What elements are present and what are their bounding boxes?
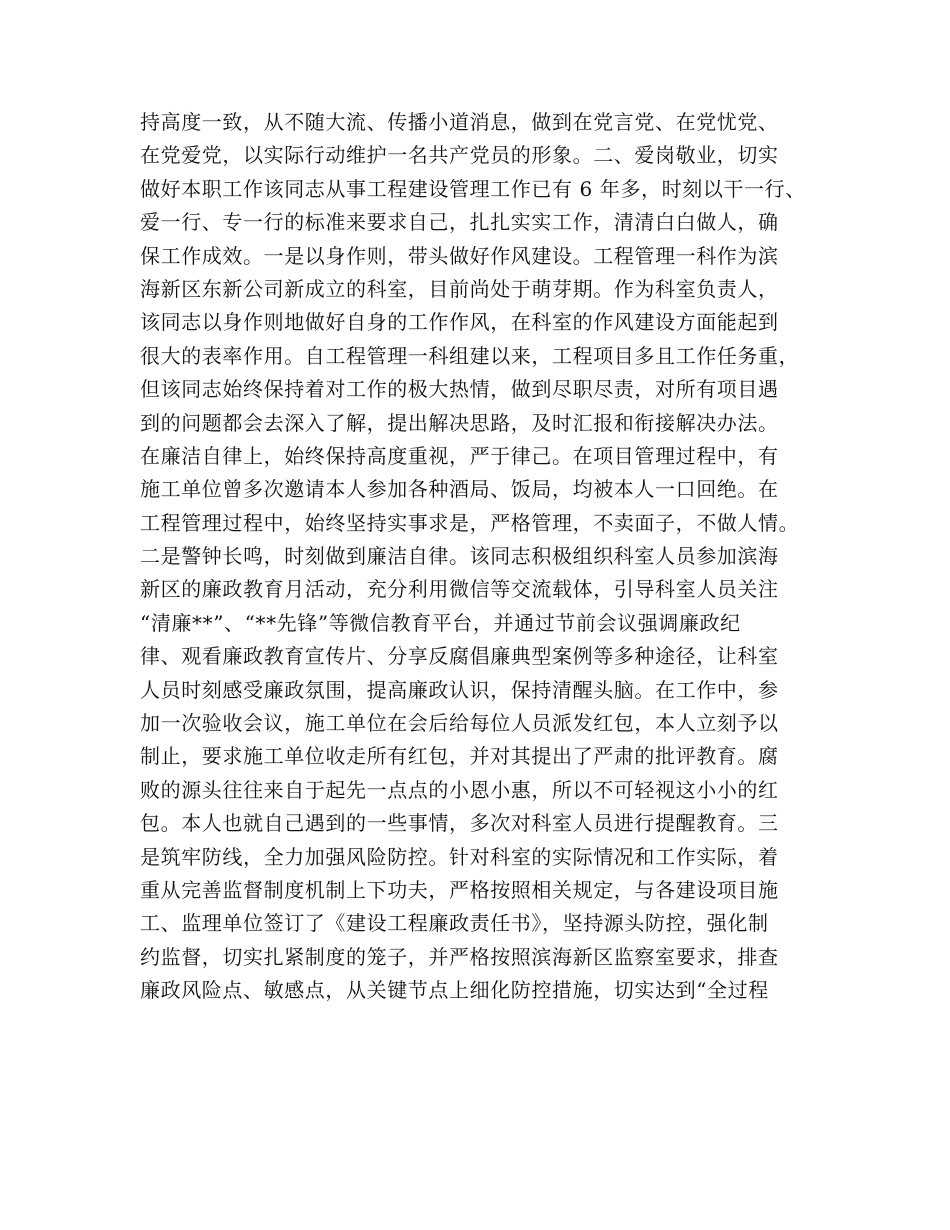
text-line: 爱一行、专一行的标准来要求自己，扎扎实实工作，清清白白做人，确 bbox=[140, 210, 779, 235]
text-line: 施工单位曾多次邀请本人参加各种酒局、饭局，均被本人一口回绝。在 bbox=[140, 477, 779, 502]
text-line: 该同志以身作则地做好自身的工作作风，在科室的作风建设方面能起到 bbox=[140, 310, 779, 335]
text-line: 包。本人也就自己遇到的一些事情，多次对科室人员进行提醒教育。三 bbox=[140, 811, 779, 836]
text-line: 做好本职工作该同志从事工程建设管理工作已有 6 年多，时刻以干一行、 bbox=[140, 176, 806, 201]
text-line: 海新区东新公司新成立的科室，目前尚处于萌芽期。作为科室负责人， bbox=[140, 276, 779, 301]
text-line: 约监督，切实扎紧制度的笼子，并严格按照滨海新区监察室要求，排查 bbox=[140, 944, 779, 969]
text-line: 工程管理过程中，始终坚持实事求是，严格管理，不卖面子，不做人情。 bbox=[140, 510, 800, 535]
text-line: 重从完善监督制度机制上下功夫，严格按照相关规定，与各建设项目施 bbox=[140, 877, 779, 902]
text-line: 败的源头往往来自于起先一点点的小恩小惠，所以不可轻视这小小的红 bbox=[140, 777, 779, 802]
text-line: 在廉洁自律上，始终保持高度重视，严于律己。在项目管理过程中，有 bbox=[140, 443, 779, 468]
text-line: 二是警钟长鸣，时刻做到廉洁自律。该同志积极组织科室人员参加滨海 bbox=[140, 544, 779, 569]
text-line: 加一次验收会议，施工单位在会后给每位人员派发红包，本人立刻予以 bbox=[140, 711, 779, 736]
text-line: 是筑牢防线，全力加强风险防控。针对科室的实际情况和工作实际，着 bbox=[140, 844, 779, 869]
text-line: 但该同志始终保持着对工作的极大热情，做到尽职尽责，对所有项目遇 bbox=[140, 377, 779, 402]
text-line: 保工作成效。一是以身作则，带头做好作风建设。工程管理一科作为滨 bbox=[140, 243, 779, 268]
text-line: 在党爱党，以实际行动维护一名共产党员的形象。二、爱岗敬业，切实 bbox=[140, 143, 779, 168]
text-line: 廉政风险点、敏感点，从关键节点上细化防控措施，切实达到“全过程 bbox=[140, 978, 769, 1003]
text-line: 工、监理单位签订了《建设工程廉政责任书》，坚持源头防控，强化制 bbox=[140, 911, 769, 936]
text-line: 律、观看廉政教育宣传片、分享反腐倡廉典型案例等多种途径，让科室 bbox=[140, 644, 779, 669]
text-line: 制止，要求施工单位收走所有红包，并对其提出了严肃的批评教育。腐 bbox=[140, 744, 779, 769]
text-line: “清廉**”、“**先锋”等微信教育平台，并通过节前会议强调廉政纪 bbox=[140, 610, 741, 635]
body-paragraph bbox=[140, 106, 830, 1008]
text-line: 到的问题都会去深入了解，提出解决思路，及时汇报和衔接解决办法。 bbox=[140, 410, 779, 435]
text-line: 新区的廉政教育月活动，充分利用微信等交流载体，引导科室人员关注 bbox=[140, 577, 779, 602]
text-line: 人员时刻感受廉政氛围，提高廉政认识，保持清醒头脑。在工作中，参 bbox=[140, 677, 779, 702]
text-line: 很大的表率作用。自工程管理一科组建以来，工程项目多且工作任务重， bbox=[140, 343, 800, 368]
text-line: 持高度一致，从不随大流、传播小道消息，做到在党言党、在党忧党、 bbox=[140, 110, 779, 134]
